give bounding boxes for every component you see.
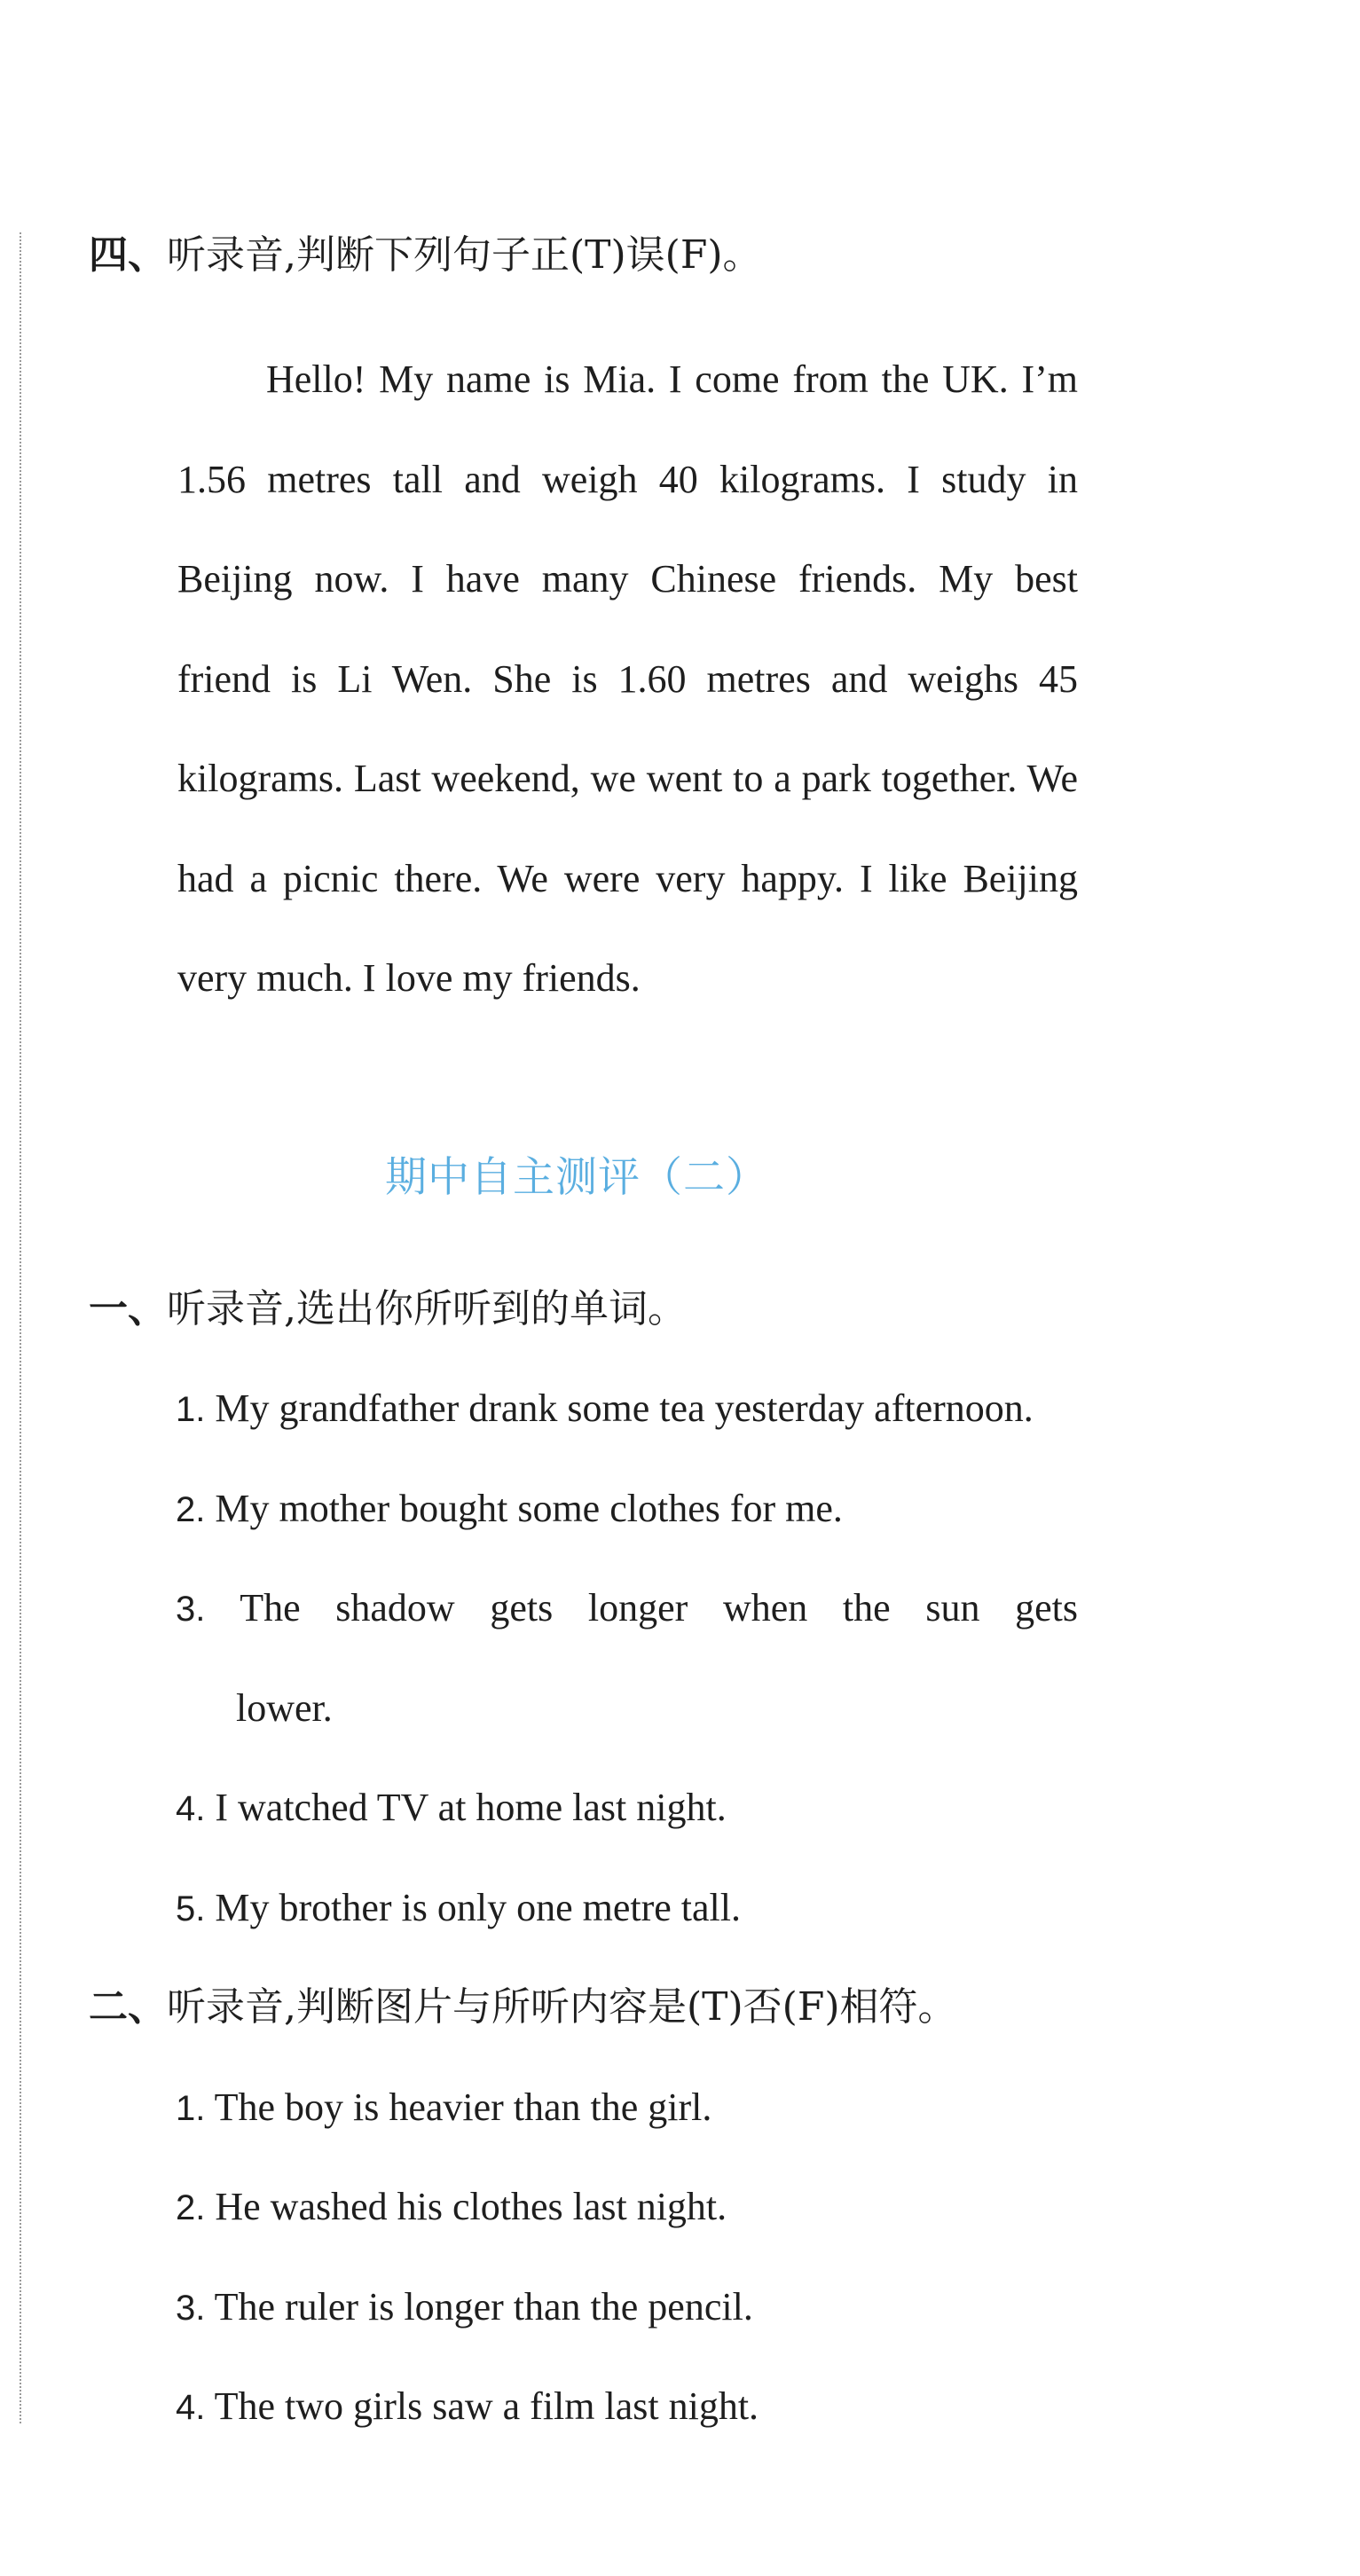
section-4-number: 四、: [89, 232, 167, 278]
section-4-heading: [89, 229, 762, 282]
part-2-item-4: [176, 2380, 759, 2434]
part-2-heading: [89, 1981, 957, 2034]
part-1-item-1: [176, 1382, 1034, 1436]
item-number: 1.: [176, 1390, 206, 1429]
item-number: 4.: [176, 2388, 206, 2427]
part-1-item-3: [176, 1582, 1078, 1636]
item-number: 3.: [176, 1590, 206, 1629]
part-1-number: 一、: [89, 1286, 167, 1331]
part-2-instruction: 听录音,判断图片与所听内容是(T)否(F)相符。: [167, 1984, 957, 2030]
binding-dotted-line: [20, 232, 21, 2423]
item-text: The two girls saw a film last night.: [214, 2384, 759, 2428]
item-number: 1.: [176, 2089, 206, 2128]
part-1-heading: [89, 1283, 687, 1336]
listening-passage: Hello! My name is Mia. I come from the UK. I’m 1.56 metres tall and weigh 40 kilograms. I study in Beijing now. I have many Chinese friends. My best friend is Li Wen. She is 1.60 metres and weighs 45 kilograms. Last weekend, we went to a park together. We had a picnic there. We were very happy. I like Beijing very much. I love my friends.: [177, 357, 1078, 1000]
item-text-line-1: 3. The shadow gets longer when the sun gets: [176, 1586, 1078, 1630]
item-text: My mother bought some clothes for me.: [215, 1487, 843, 1530]
part-1-item-2: [176, 1482, 843, 1536]
part-1-item-5: [176, 1881, 741, 1936]
section-4-instruction: 听录音,判断下列句子正(T)误(F)。: [167, 232, 762, 278]
item-text: My brother is only one metre tall.: [215, 1886, 742, 1929]
item-text: I watched TV at home last night.: [215, 1786, 727, 1829]
test-title: 期中自主测评（二）: [385, 1153, 768, 1202]
item-number: 3.: [176, 2289, 206, 2328]
item-number: 4.: [176, 1789, 206, 1828]
item-text: My grandfather drank some tea yesterday afternoon.: [215, 1386, 1034, 1430]
part-2-item-2: [176, 2180, 727, 2234]
item-text: The ruler is longer than the pencil.: [214, 2285, 753, 2329]
item-text: The boy is heavier than the girl.: [214, 2085, 712, 2129]
part-1-item-3-continuation: lower.: [236, 1686, 333, 1730]
item-number: 5.: [176, 1889, 206, 1928]
part-1-instruction: 听录音,选出你所听到的单词。: [167, 1286, 687, 1331]
part-1-item-4: [176, 1781, 727, 1835]
part-2-item-1: [176, 2081, 711, 2135]
part-2-number: 二、: [89, 1984, 167, 2030]
part-2-item-3: [176, 2281, 753, 2335]
item-number: 2.: [176, 1490, 206, 1529]
item-text: He washed his clothes last night.: [215, 2185, 727, 2228]
item-number: 2.: [176, 2188, 206, 2227]
